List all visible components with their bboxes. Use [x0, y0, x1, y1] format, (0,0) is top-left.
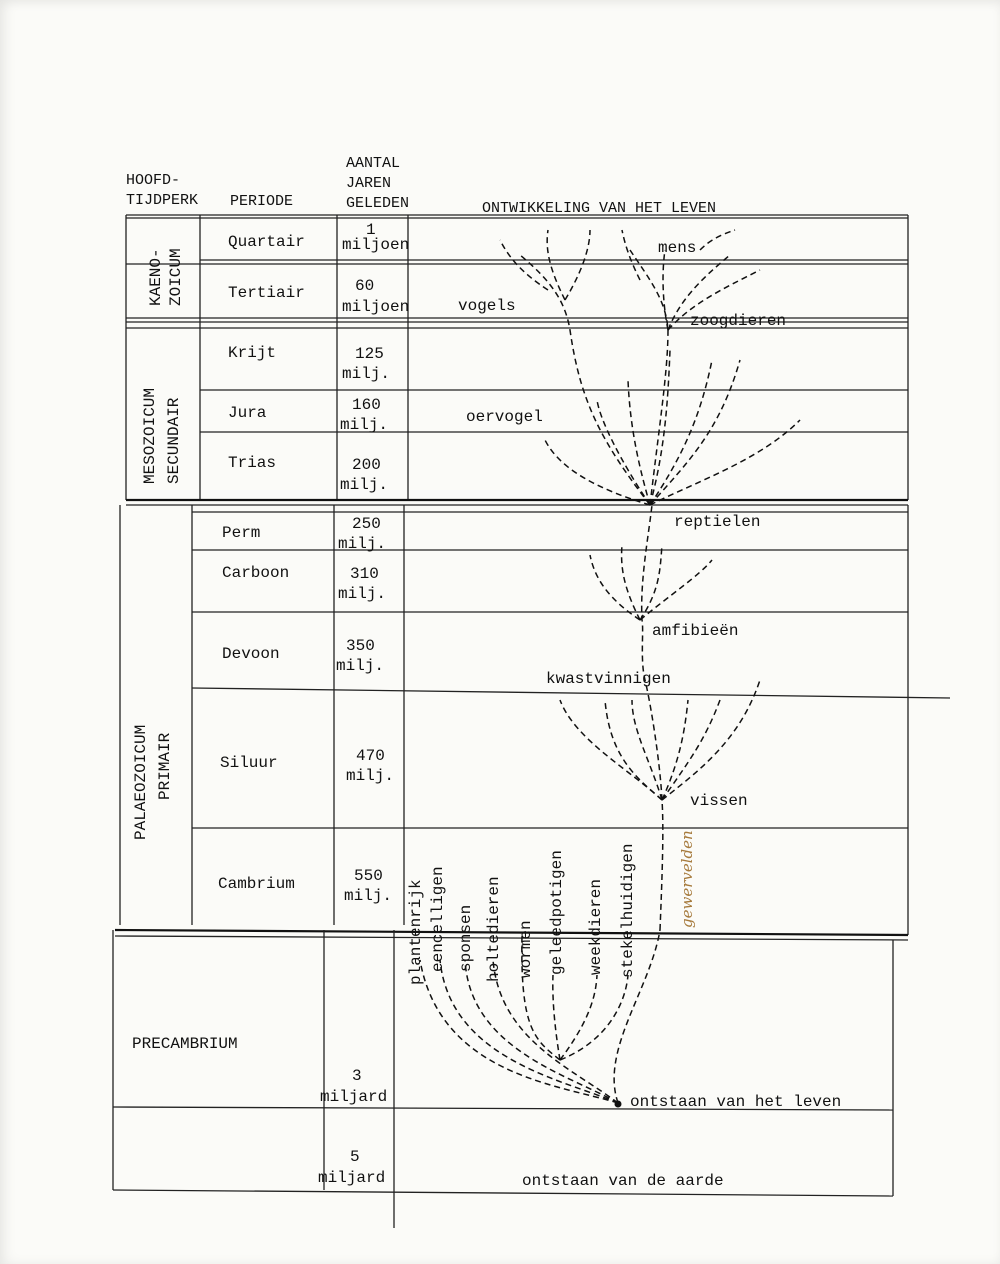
age-jura-unit: milj. [340, 416, 389, 434]
header-years-line3: GELEDEN [346, 195, 410, 212]
origin-of-life-dot [615, 1101, 622, 1108]
header-years-line2: JAREN [346, 175, 392, 192]
label-kwastvinnigen: kwastvinnigen [546, 670, 671, 688]
age-devoon-value: 350 [346, 637, 375, 655]
lineage-sponsen: sponsen [457, 904, 475, 972]
era-kaenozoicum-line1: KAENO- [147, 248, 165, 306]
evolution-tree [420, 230, 800, 1103]
age-trias-unit: milj. [340, 476, 389, 494]
header-life: ONTWIKKELING VAN HET LEVEN [482, 200, 717, 217]
period-siluur: Siluur [220, 754, 278, 772]
age-earth-unit: miljard [318, 1169, 386, 1187]
age-quartair-value: 1 [366, 221, 376, 239]
period-cambrium: Cambrium [218, 875, 295, 893]
period-krijt: Krijt [228, 344, 277, 362]
era-kaenozoicum-line2: ZOICUM [167, 248, 185, 306]
period-jura: Jura [228, 404, 267, 422]
age-trias-value: 200 [352, 456, 381, 474]
lineage-eencelligen: eencelligen [429, 866, 447, 972]
age-krijt-unit: milj. [342, 365, 391, 383]
age-jura-value: 160 [352, 396, 381, 414]
era-palaeozoicum-line2: PRIMAIR [156, 732, 174, 800]
header-years-line1: AANTAL [346, 155, 401, 172]
period-devoon: Devoon [222, 645, 280, 663]
header-period: PERIODE [230, 193, 294, 210]
header-era-line1: HOOFD- [126, 172, 181, 189]
age-cambrium-value: 550 [354, 867, 383, 885]
age-cambrium-unit: milj. [344, 887, 393, 905]
age-siluur-value: 470 [356, 747, 385, 765]
handwritten-gewervelden: gewervelden [678, 830, 696, 928]
lineage-weekdieren: weekdieren [587, 878, 605, 975]
label-vissen: vissen [690, 792, 748, 810]
lineage-plantenrijk: plantenrijk [407, 879, 425, 985]
label-zoogdieren: zoogdieren [690, 312, 787, 330]
age-carboon-value: 310 [350, 565, 379, 583]
label-amfibieen: amfibieën [652, 622, 739, 640]
label-oervogel: oervogel [466, 408, 543, 426]
age-earth-value: 5 [350, 1148, 360, 1166]
label-mens: mens [658, 239, 697, 257]
age-devoon-unit: milj. [336, 657, 385, 675]
period-tertiair: Tertiair [228, 284, 305, 302]
age-precambrium-value: 3 [352, 1067, 362, 1085]
label-reptielen: reptielen [674, 513, 761, 531]
age-carboon-unit: milj. [338, 585, 387, 603]
era-precambrium: PRECAMBRIUM [132, 1035, 238, 1053]
label-origin-of-earth: ontstaan van de aarde [522, 1172, 724, 1190]
age-perm-unit: milj. [338, 535, 387, 553]
period-quartair: Quartair [228, 233, 305, 251]
lineage-geleedpotigen: geleedpotigen [548, 850, 566, 975]
age-quartair-unit: miljoen [342, 236, 410, 254]
period-carboon: Carboon [222, 564, 290, 582]
lineage-stekelhuidigen: stekelhuidigen [619, 843, 637, 978]
age-perm-value: 250 [352, 515, 381, 533]
age-siluur-unit: milj. [346, 767, 395, 785]
age-tertiair-unit: miljoen [342, 298, 410, 316]
period-trias: Trias [228, 454, 277, 472]
era-mesozoicum-line1: MESOZOICUM [141, 387, 159, 484]
era-palaeozoicum-line1: PALAEOZOICUM [132, 724, 150, 840]
age-precambrium-unit: miljard [320, 1088, 388, 1106]
label-vogels: vogels [458, 297, 516, 315]
age-krijt-value: 125 [355, 345, 384, 363]
age-tertiair-value: 60 [355, 277, 375, 295]
header-era-line2: TIJDPERK [126, 192, 199, 209]
period-perm: Perm [222, 524, 261, 542]
label-origin-of-life: ontstaan van het leven [630, 1093, 842, 1111]
table-grid [113, 215, 950, 1228]
lineage-holtedieren: holtedieren [485, 876, 503, 982]
era-mesozoicum-line2: SECUNDAIR [165, 397, 183, 484]
lineage-wormen: wormen [517, 920, 535, 978]
